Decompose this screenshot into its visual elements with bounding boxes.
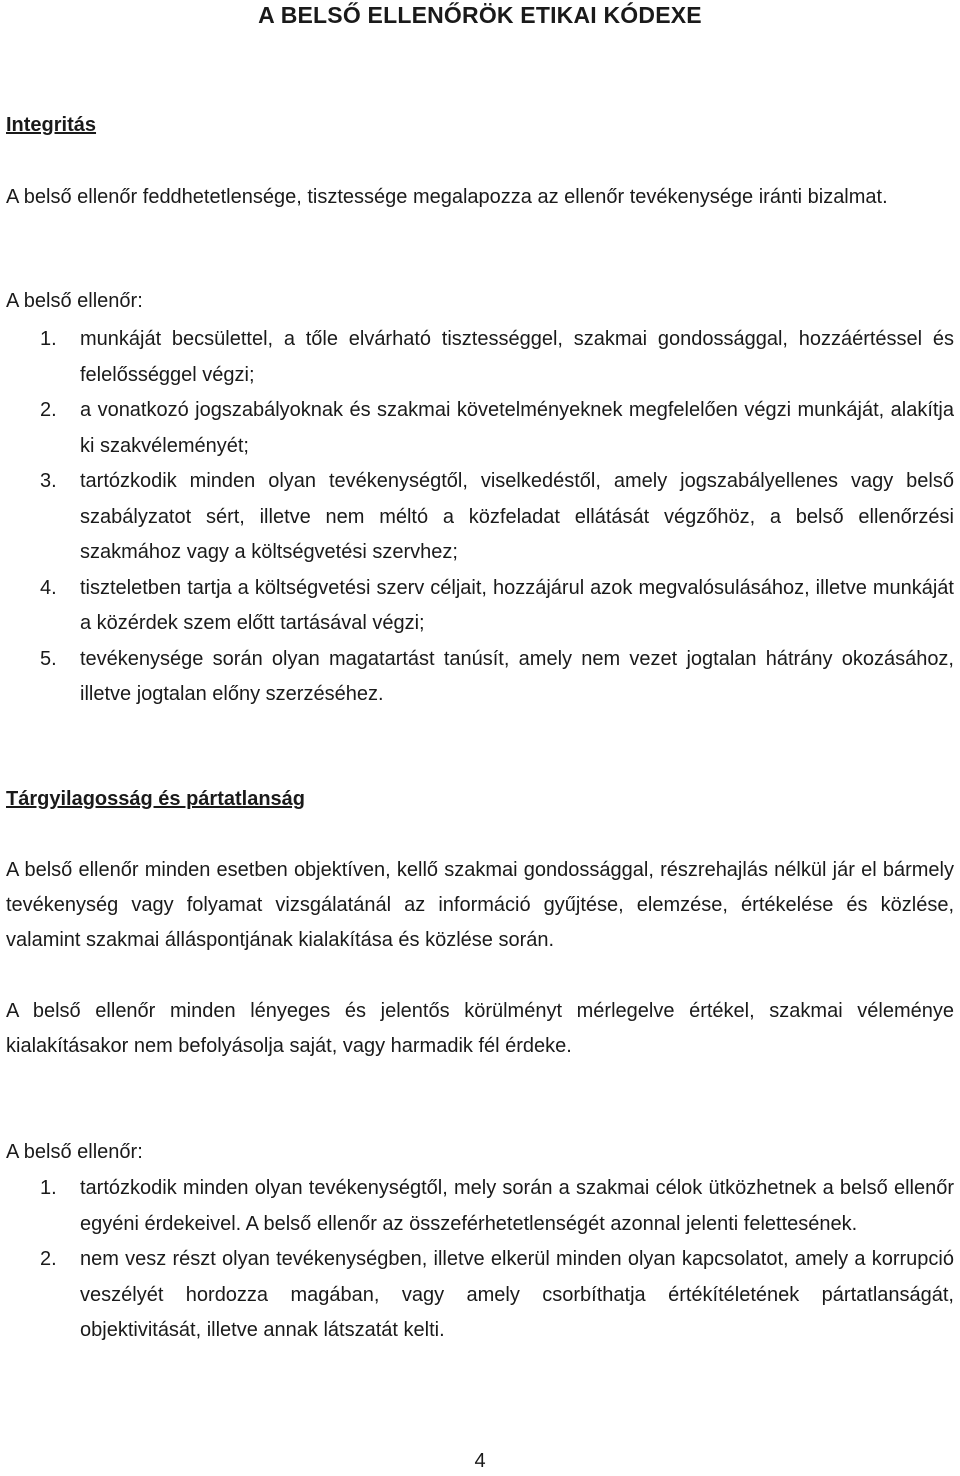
targyilagossag-paragraph-2: A belső ellenőr minden lényeges és jelentős körülményt mérlegelve értékel, szakmai véleménye kialakításakor nem befolyásolja saját, vagy harmadik fél érdeke. xyxy=(6,1000,954,1057)
list-item-number: 2. xyxy=(40,1248,57,1270)
targyilagossag-list xyxy=(0,1171,954,1349)
integritas-intro-paragraph: A belső ellenőr feddhetetlensége, tisztessége megalapozza az ellenőr tevékenysége iránti bizalmat. xyxy=(6,186,888,208)
list-item xyxy=(0,322,954,393)
list-item-text: a vonatkozó jogszabályoknak és szakmai követelményeknek megfelelően végzi munkáját, alakítja ki szakvéleményét; xyxy=(80,399,954,457)
list-item-number: 3. xyxy=(40,470,57,492)
targyilagossag-paragraph-1: A belső ellenőr minden esetben objektíven, kellő szakmai gondossággal, részrehajlás nélkül jár el bármely tevékenység vagy folyamat vizsgálatánál az információ gyűjtése, elemzése, értékelése és közlése, valamint szakmai álláspontjának kialakítása és közlése során. xyxy=(6,859,954,951)
page-number: 4 xyxy=(474,1450,486,1472)
targyilagossag-list-label: A belső ellenőr: xyxy=(6,1141,143,1163)
list-item xyxy=(0,642,954,713)
list-item xyxy=(0,1242,954,1349)
integritas-list-label: A belső ellenőr: xyxy=(6,290,143,312)
section-heading-integritas: Integritás xyxy=(6,114,97,136)
list-item-text: tartózkodik minden olyan tevékenységtől, viselkedéstől, amely jogszabályellenes vagy belső szabályzatot sért, illetve nem méltó a közfeladat ellátását végzőhöz, a belső ellenőrzési szakmához vagy a költségvetési szervhez; xyxy=(80,470,954,563)
list-item-number: 1. xyxy=(40,328,57,350)
list-item-number: 1. xyxy=(40,1177,57,1199)
list-item-number: 5. xyxy=(40,647,57,670)
list-item-text: tevékenysége során olyan magatartást tanúsít, amely nem vezet jogtalan hátrány okozásához, illetve jogtalan előny szerzéséhez. xyxy=(80,647,954,705)
integritas-list xyxy=(0,322,954,713)
list-item-text: tiszteletben tartja a költségvetési szerv céljait, hozzájárul azok megvalósulásához, illetve munkáját a közérdek szem előtt tartásával végzi; xyxy=(80,576,954,634)
list-item xyxy=(0,1171,954,1242)
list-item-text: tartózkodik minden olyan tevékenységtől, mely során a szakmai célok ütközhetnek a belső ellenőr egyéni érdekeivel. A belső ellenőr az összeférhetetlenségét azonnal jelenti felettesének. xyxy=(80,1177,954,1235)
document-title: A BELSŐ ELLENŐRÖK ETIKAI KÓDEXE xyxy=(258,2,702,28)
list-item xyxy=(0,393,954,464)
list-item xyxy=(0,464,954,571)
list-item-number: 4. xyxy=(40,576,57,599)
section-heading-targyilagossag: Tárgyilagosság és pártatlanság xyxy=(6,788,306,810)
list-item xyxy=(0,571,954,642)
list-item-text: munkáját becsülettel, a tőle elvárható tisztességgel, szakmai gondossággal, hozzáértéssel és felelősséggel végzi; xyxy=(80,328,954,386)
list-item-number: 2. xyxy=(40,399,57,421)
list-item-text: nem vesz részt olyan tevékenységben, illetve elkerül minden olyan kapcsolatot, amely a korrupció veszélyét hordozza magában, vagy amely csorbíthatja értékítéletének pártatlanságát, objektivitását, illetve annak látszatát kelti. xyxy=(80,1248,954,1341)
